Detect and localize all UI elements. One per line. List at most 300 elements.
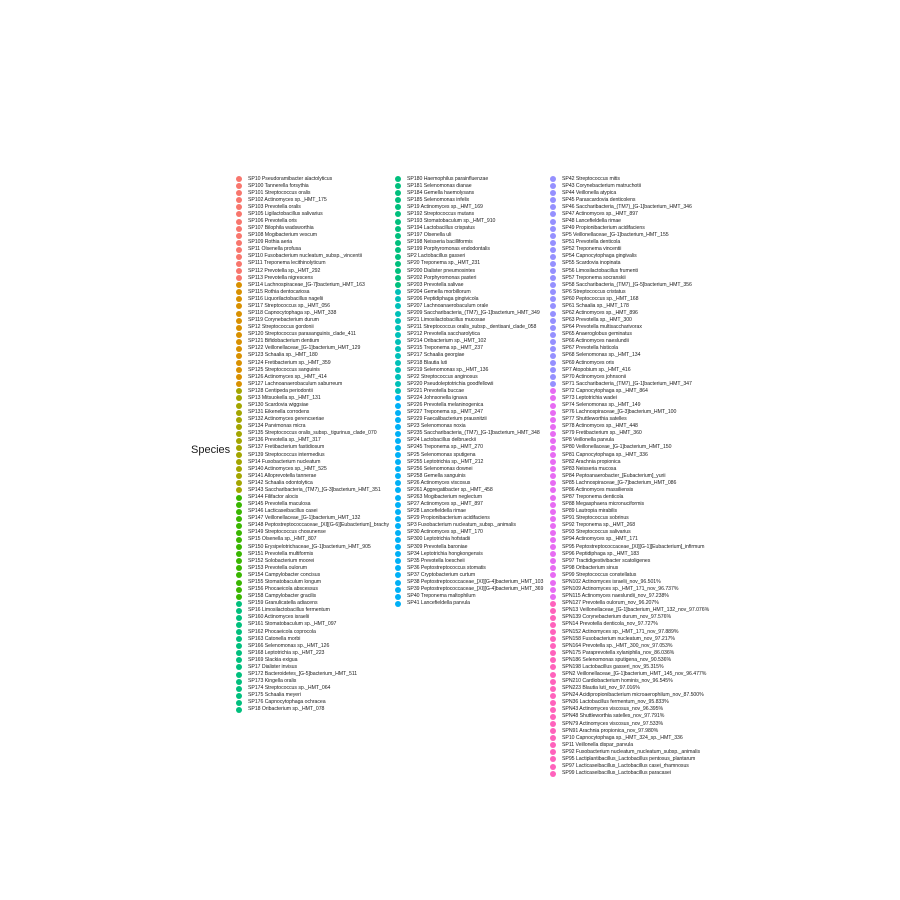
legend-label: SPN198 Lactobacillus gasseri_nov_95.315% [562, 663, 664, 670]
legend-key-dot [395, 268, 401, 274]
legend-label: SP77 Shuttleworthia satelles [562, 416, 627, 423]
legend-label: SP54 Capnocytophaga gingivalis [562, 253, 637, 260]
legend-label: SPN210 Cardiobacterium hominis_nov_96.545% [562, 678, 673, 685]
legend-key-dot [395, 480, 401, 486]
legend-key-dot [395, 211, 401, 217]
legend-label: SP161 Stomatobaculum sp._HMT_097 [248, 621, 337, 628]
legend-key-dot [236, 367, 242, 373]
legend-key-dot [395, 296, 401, 302]
legend-label: SP94 Actinomyces sp._HMT_171 [562, 536, 638, 543]
legend-label: SP22 Streptococcus anginosus [407, 373, 478, 380]
legend-label: SP199 Porphyromonas endodontalis [407, 246, 490, 253]
legend-label: SP214 Oribacterium sp._HMT_102 [407, 338, 487, 345]
legend-key-dot [236, 629, 242, 635]
legend-label: SP36 Peptostreptococcus stomatis [407, 564, 486, 571]
legend-key-dot [236, 572, 242, 578]
legend-key-dot [236, 339, 242, 345]
legend-label: SP174 Streptococcus sp._HMT_064 [248, 685, 331, 692]
legend-key-dot [236, 424, 242, 430]
legend-key-dot [236, 480, 242, 486]
legend-key-dot [395, 544, 401, 550]
legend-label: SP217 Schaalia georgiae [407, 352, 465, 359]
legend-label: SP45 Parascardovia denticolens [562, 196, 636, 203]
legend-label: SPN102 Actinomyces israelii_nov_96.501% [562, 578, 661, 585]
legend-key-dot [395, 325, 401, 331]
legend-key-dot [550, 749, 556, 755]
legend-label: SP97 Tractidigestivibacter scatoligenes [562, 557, 651, 564]
legend-key-dot [550, 643, 556, 649]
legend-label: SP5 Veillonellaceae_[G-1]bacterium_HMT_155 [562, 232, 669, 239]
legend-label: SPN152 Actinomyces sp._HMT_171_nov_97.889% [562, 628, 679, 635]
legend-label: SP100 Tannerella forsythia [248, 182, 309, 189]
legend-label: SP102 Actinomyces sp._HMT_175 [248, 196, 327, 203]
legend-label: SP256 Selenomonas downei [407, 465, 473, 472]
legend-key-dot [236, 466, 242, 472]
legend-key-dot [236, 233, 242, 239]
legend-key-dot [236, 282, 242, 288]
legend-label: SP10 Pseudoramibacter alactolyticus [248, 175, 333, 182]
legend-label: SP134 Parvimonas micra [248, 423, 306, 430]
legend-label: SP147 Veillonellaceae_[G-1]bacterium_HMT_132 [248, 515, 361, 522]
legend-label: SP95 Lactiplantibacillus_Lactobacillus pentosus_plantarum [562, 755, 696, 762]
legend-key-dot [236, 219, 242, 225]
legend-label: SP116 Liquorilactobacillus nagelii [248, 295, 324, 302]
legend-key-dot [550, 261, 556, 267]
legend-label: SP92 Treponema sp._HMT_268 [562, 522, 636, 529]
legend-label: SP212 Prevotella saccharolytica [407, 331, 480, 338]
legend-key-dot [395, 247, 401, 253]
legend-key-dot [550, 537, 556, 543]
legend-label: SP64 Prevotella multisaccharivorax [562, 324, 642, 331]
legend-label: SP26 Actinomyces viscosus [407, 479, 471, 486]
legend-key-dot [395, 303, 401, 309]
legend-key-dot [395, 176, 401, 182]
legend-label: SP119 Corynebacterium durum [248, 317, 319, 324]
legend-label: SP96 Peptidiphaga sp._HMT_183 [562, 550, 639, 557]
legend-key-dot [550, 452, 556, 458]
legend-label: SP40 Treponema maltophilum [407, 593, 476, 600]
legend-key-dot [236, 431, 242, 437]
legend-label: SP56 Limosilactobacillus frumenti [562, 267, 638, 274]
legend-label: SP43 Corynebacterium matruchotii [562, 182, 641, 189]
legend-key-dot [550, 197, 556, 203]
legend-key-dot [550, 233, 556, 239]
legend-key-dot [550, 530, 556, 536]
legend-key-dot [395, 275, 401, 281]
legend-label: SP93 Streptococcus salivarius [562, 529, 631, 536]
legend-key-dot [395, 594, 401, 600]
legend-label: SP263 Mogibacterium neglectum [407, 494, 482, 501]
legend-key-dot [236, 495, 242, 501]
legend-label: SP127 Lachnoanaerobaculum saburreum [248, 380, 343, 387]
legend-key-dot [550, 459, 556, 465]
legend-key-dot [395, 558, 401, 564]
legend-label: SP261 Aggregatibacter sp._HMT_458 [407, 486, 493, 493]
legend-key-dot [395, 360, 401, 366]
legend-label: SP78 Actinomyces sp._HMT_448 [562, 423, 638, 430]
legend-key-dot [550, 657, 556, 663]
legend-label: SP101 Streptococcus oralis [248, 189, 311, 196]
legend-key-dot [236, 261, 242, 267]
legend-label: SP149 Streptococcus chosunense [248, 529, 326, 536]
legend-label: SP142 Schaalia odontolytica [248, 479, 313, 486]
legend-key-dot [236, 664, 242, 670]
legend-key-dot [236, 452, 242, 458]
legend-key-dot [236, 325, 242, 331]
legend-label: SP180 Haemophilus parainfluenzae [407, 175, 489, 182]
legend-label: SP76 Lachnospiraceae_[G-3]bacterium_HMT_100 [562, 409, 677, 416]
legend-key-dot [550, 735, 556, 741]
legend-label: SP65 Anaeroglobus geminatus [562, 331, 632, 338]
legend-key-dot [395, 424, 401, 430]
legend-label: SP21 Limosilactobacillus mucosae [407, 317, 486, 324]
legend-label: SP204 Gemella morbillorum [407, 288, 471, 295]
legend-label: SP121 Bifidobacterium dentium [248, 338, 320, 345]
legend-label: SP175 Schaalia meyeri [248, 692, 301, 699]
legend-label: SP169 Slackia exigua [248, 656, 298, 663]
legend-key-dot [550, 353, 556, 359]
legend-label: SP6 Streptococcus cristatus [562, 288, 626, 295]
legend-label: SP68 Selenomonas sp._HMT_134 [562, 352, 641, 359]
legend-label: SP113 Prevotella nigrescens [248, 274, 313, 281]
legend-label: SP143 Saccharibacteria_(TM7)_[G-3]bacterium_HMT_351 [248, 486, 381, 493]
legend-label: SP35 Prevotella loescheii [407, 557, 465, 564]
legend-label: SP79 Fretibacterium sp._HMT_360 [562, 430, 642, 437]
legend-key-dot [395, 551, 401, 557]
legend-key-dot [236, 311, 242, 317]
legend-key-dot [395, 282, 401, 288]
legend-key-dot [550, 431, 556, 437]
legend-key-dot [550, 664, 556, 670]
legend-label: SP73 Leptotrichia wadei [562, 394, 617, 401]
legend-label: SP57 Treponema socranskii [562, 274, 626, 281]
legend-label: SP7 Atopobium sp._HMT_416 [562, 366, 631, 373]
legend-key-dot [236, 544, 242, 550]
legend-key-dot [550, 211, 556, 217]
legend-key-dot [236, 183, 242, 189]
legend-key-dot [236, 636, 242, 642]
legend-key-dot [236, 530, 242, 536]
legend-key-dot [395, 495, 401, 501]
legend-key-dot [236, 381, 242, 387]
legend-label: SP39 Peptostreptococcaceae_[XI][G-4]bacterium_HMT_369 [407, 586, 544, 593]
legend-label: SP80 Veillonellaceae_[G-1]bacterium_HMT_150 [562, 444, 672, 451]
legend-key-dot [395, 240, 401, 246]
legend-label: SP224 Johnsonella ignava [407, 394, 468, 401]
legend-key-dot [395, 388, 401, 394]
legend-label: SP211 Streptococcus oralis_subsp._dentisani_clade_058 [407, 324, 537, 331]
legend-key-dot [550, 700, 556, 706]
legend-label: SP218 Blautia luti [407, 359, 448, 366]
legend-key-dot [236, 686, 242, 692]
legend-key-dot [550, 268, 556, 274]
legend-label: SP221 Prevotella buccae [407, 387, 465, 394]
legend-label: SPN13 Veillonellaceae_[G-1]bacterium_HMT_132_nov_97.076% [562, 607, 710, 614]
legend-label: SP185 Selenomonas infelix [407, 196, 470, 203]
legend-key-dot [550, 403, 556, 409]
legend-label: SP99 Lacticaseibacillus_Lactobacillus paracasei [562, 770, 671, 777]
legend-key-dot [550, 523, 556, 529]
legend-label: SP10 Capnocytophaga sp._HMT_324_sp._HMT_336 [562, 734, 683, 741]
legend-key-dot [550, 764, 556, 770]
legend-key-dot [550, 275, 556, 281]
legend-key-dot [550, 587, 556, 593]
legend-key-dot [550, 282, 556, 288]
legend-label: SP227 Treponema sp._HMT_247 [407, 409, 483, 416]
legend-key-dot [236, 473, 242, 479]
legend-key-dot [550, 516, 556, 522]
legend-key-dot [236, 445, 242, 451]
legend-label: SP226 Prevotella melaninogenica [407, 402, 484, 408]
legend-key-dot [395, 410, 401, 416]
legend-label: SP115 Rothia dentocariosa [248, 288, 310, 295]
legend-title: Species [191, 444, 231, 456]
legend-key-dot [236, 565, 242, 571]
legend-key-dot [550, 381, 556, 387]
legend-key-dot [236, 601, 242, 607]
legend-key-dot [550, 714, 556, 720]
legend-label: SP151 Prevotella multiformis [248, 550, 314, 557]
legend-label: SP3 Fusobacterium nucleatum_subsp._animalis [407, 522, 516, 529]
legend-key-dot [550, 686, 556, 692]
legend-label: SPN175 Paraprevotella xylaniphila_nov_86.036% [562, 649, 675, 656]
legend-key-dot [236, 360, 242, 366]
legend-key-dot [236, 318, 242, 324]
legend-key-dot [395, 254, 401, 260]
legend-label: SP160 Actinomyces israelii [248, 614, 309, 621]
legend-key-dot [395, 353, 401, 359]
legend-key-dot [550, 247, 556, 253]
legend-label: SP128 Centipeda periodontii [248, 387, 313, 394]
legend-label: SPN48 Shuttleworthia satelles_nov_97.791% [562, 713, 665, 720]
legend-label: SPN36 Lactobacillus fermentum_nov_95.833% [562, 699, 669, 706]
legend-key-dot [236, 608, 242, 614]
legend-key-dot [236, 226, 242, 232]
legend-key-dot [395, 587, 401, 593]
legend-label: SP111 Treponema lecithinolyticum [248, 260, 326, 267]
legend-key-dot [550, 480, 556, 486]
legend-label: SP107 Bilophila wadsworthia [248, 225, 314, 232]
legend-label: SP84 Peptoanaerobacter_[Eubacterium]_yurii [562, 472, 666, 479]
legend-label: SP74 Selenomonas sp._HMT_149 [562, 402, 641, 408]
legend-key-dot [395, 261, 401, 267]
legend-key-dot [236, 502, 242, 508]
legend-key-dot [550, 318, 556, 324]
legend-label: SP126 Actinomyces sp._HMT_414 [248, 373, 327, 380]
legend-key-dot [395, 509, 401, 515]
legend-label: SP145 Prevotella maculosa [248, 501, 311, 508]
legend-key-dot [550, 254, 556, 260]
legend-label: SP184 Gemella haemolysans [407, 189, 475, 196]
legend-key-dot [550, 219, 556, 225]
legend-key-dot [395, 516, 401, 522]
legend-label: SP112 Prevotella sp._HMT_292 [248, 267, 321, 274]
legend-key-dot [395, 431, 401, 437]
legend-key-dot [236, 303, 242, 309]
legend-key-dot [550, 374, 556, 380]
legend-key-dot [550, 565, 556, 571]
legend-label: SPN79 Actinomyces viscosus_nov_97.533% [562, 720, 664, 727]
legend-label: SP58 Saccharibacteria_(TM7)_[G-5]bacterium_HMT_356 [562, 281, 692, 288]
legend-key-dot [395, 204, 401, 210]
legend-key-dot [395, 523, 401, 529]
legend-key-dot [236, 622, 242, 628]
legend-key-dot [550, 487, 556, 493]
legend-label: SP49 Propionibacterium acidifaciens [562, 225, 645, 232]
legend-key-dot [550, 240, 556, 246]
legend-key-dot [550, 650, 556, 656]
legend-key-dot [395, 346, 401, 352]
legend-label: SPN2 Veillonellaceae_[G-1]bacterium_HMT_145_nov_96.477% [562, 670, 707, 677]
legend-key-dot [236, 247, 242, 253]
legend-label: SP181 Selenomonas dianae [407, 182, 472, 189]
legend-key-dot [550, 629, 556, 635]
legend-label: SPN186 Selenomonas sputigena_nov_90.536% [562, 656, 672, 663]
legend-key-dot [550, 495, 556, 501]
legend-label: SP24 Lactobacillus delbrueckii [407, 437, 476, 444]
legend-key-dot [395, 417, 401, 423]
legend-label: SPN158 Fusobacterium nucleatum_nov_97.217% [562, 635, 675, 642]
legend-key-dot [395, 289, 401, 295]
legend-label: SP25 Selenomonas sputigena [407, 451, 476, 458]
legend-label: SP8 Veillonella parvula [562, 437, 614, 444]
legend-key-dot [550, 679, 556, 685]
legend-key-dot [550, 594, 556, 600]
legend-label: SP63 Prevotella sp._HMT_300 [562, 317, 632, 324]
legend-label: SP229 Faecalibacterium prausnitzii [407, 416, 487, 423]
legend-key-dot [550, 636, 556, 642]
legend-label: SP37 Cryptobacterium curtum [407, 571, 476, 578]
legend-label: SP46 Saccharibacteria_(TM7)_[G-1]bacterium_HMT_346 [562, 203, 692, 210]
legend-label: SP176 Capnocytophaga ochracea [248, 699, 326, 706]
legend-key-dot [236, 587, 242, 593]
legend-label: SP200 Dialister pneumosintes [407, 267, 476, 274]
legend-key-dot [236, 594, 242, 600]
legend-key-dot [550, 424, 556, 430]
legend-key-dot [236, 268, 242, 274]
legend-label: SP155 Stomatobaculum longum [248, 578, 322, 585]
legend-label: SP166 Selenomonas sp._HMT_126 [248, 642, 330, 649]
legend-label: SP41 Lancefieldella parvula [407, 600, 470, 607]
legend-label: SP207 Lachnoanaerobaculum orale [407, 302, 489, 309]
legend-label: SP197 Olsenella uli [407, 232, 452, 239]
legend-key-dot [236, 487, 242, 493]
legend-key-dot [550, 551, 556, 557]
legend-label: SP122 Veillonellaceae_[G-1]bacterium_HMT_129 [248, 345, 361, 352]
legend-label: SP99 Streptococcus constellatus [562, 571, 637, 578]
legend-key-dot [550, 742, 556, 748]
legend-label: SP29 Propionibacterium acidifaciens [407, 515, 490, 522]
legend-key-dot [395, 565, 401, 571]
legend-label: SP202 Porphyromonas pasteri [407, 274, 477, 281]
legend-key-dot [236, 197, 242, 203]
legend-key-dot [395, 459, 401, 465]
legend-key-dot [395, 233, 401, 239]
legend-key-dot [395, 197, 401, 203]
legend-label: SP120 Streptococcus parasanguinis_clade_411 [248, 331, 356, 338]
legend-label: SP192 Streptococcus mutans [407, 210, 475, 217]
legend-label: SP198 Neisseria bacilliformis [407, 239, 473, 246]
legend-key-dot [395, 374, 401, 380]
legend-label: SP27 Actinomyces sp._HMT_897 [407, 501, 483, 508]
legend-label: SP67 Prevotella histicola [562, 345, 619, 352]
legend-label: SP220 Pseudoleptotrichia goodfellowii [407, 380, 494, 387]
legend-label: SP91 Streptococcus sobrinus [562, 515, 629, 522]
legend-key-dot [236, 523, 242, 529]
legend-label: SP209 Saccharibacteria_(TM7)_[G-1]bacterium_HMT_349 [407, 309, 540, 316]
legend-key-dot [395, 190, 401, 196]
legend-key-dot [236, 657, 242, 663]
legend-label: SP51 Prevotella denticola [562, 239, 621, 246]
legend-key-dot [550, 410, 556, 416]
legend-key-dot [236, 558, 242, 564]
legend-key-dot [395, 537, 401, 543]
legend-label: SP235 Saccharibacteria_(TM7)_[G-1]bacterium_HMT_348 [407, 430, 540, 437]
legend-label: SP309 Prevotella baroniae [407, 543, 468, 550]
legend-key-dot [236, 672, 242, 678]
legend-label: SP148 Peptostreptococcaceae_[XI][G-6][Eubacterium]_brachy [248, 522, 390, 529]
legend-key-dot [236, 332, 242, 338]
legend-key-dot [550, 388, 556, 394]
legend-label: SP168 Leptotrichia sp._HMT_223 [248, 649, 325, 656]
legend-key-dot [236, 707, 242, 713]
legend-key-dot [550, 360, 556, 366]
legend-key-dot [236, 438, 242, 444]
legend-key-dot [395, 502, 401, 508]
legend-label: SP88 Megasphaera micronuciformis [562, 501, 645, 508]
legend-label: SP108 Mogibacterium vescum [248, 232, 318, 239]
legend-label: SP44 Veillonella atypica [562, 189, 617, 196]
legend-key-dot [550, 608, 556, 614]
legend-label: SP87 Treponema denticola [562, 494, 624, 501]
legend-label: SP144 Filifactor alocis [248, 494, 299, 501]
legend-key-dot [550, 601, 556, 607]
legend-key-dot [550, 544, 556, 550]
legend-label: SP258 Gemella sanguinis [407, 472, 466, 479]
legend-label: SP98 Oribacterium sinus [562, 564, 619, 571]
legend-label: SP130 Scardovia wiggsiae [248, 402, 309, 408]
legend-key-dot [395, 318, 401, 324]
legend-key-dot [395, 530, 401, 536]
legend-key-dot [550, 303, 556, 309]
legend-label: SP19 Actinomyces sp._HMT_169 [407, 203, 483, 210]
legend-key-dot [236, 176, 242, 182]
legend-label: SP154 Campylobacter concisus [248, 571, 321, 578]
legend-key-dot [236, 693, 242, 699]
legend-label: SP16 Limosilactobacillus fermentum [248, 607, 330, 614]
legend-label: SPN127 Prevotella oulorum_nov_96.207% [562, 600, 659, 607]
legend-label: SP159 Granulicatella adiacens [248, 600, 318, 607]
legend-label: SP163 Catonella morbi [248, 635, 301, 642]
legend-label: SP2 Lactobacillus gasseri [407, 253, 466, 260]
legend-label: SP140 Actinomyces sp._HMT_525 [248, 465, 327, 472]
legend-key-dot [550, 367, 556, 373]
legend-key-dot [236, 580, 242, 586]
legend-key-dot [550, 771, 556, 777]
legend-key-dot [550, 289, 556, 295]
legend-label: SP13 Mitsuokella sp._HMT_131 [248, 394, 321, 401]
legend-label: SP124 Fretibacterium sp._HMT_359 [248, 359, 331, 366]
legend-key-dot [236, 643, 242, 649]
legend-label: SP23 Selenomonas noxia [407, 423, 466, 430]
legend-label: SP18 Oribacterium sp._HMT_078 [248, 706, 325, 713]
legend-key-dot [550, 728, 556, 734]
legend-label: SP71 Saccharibacteria_(TM7)_[G-1]bacterium_HMT_347 [562, 380, 692, 387]
legend-key-dot [395, 367, 401, 373]
legend-label: SP14 Fusobacterium nucleatum [248, 458, 321, 465]
legend-key-dot [236, 254, 242, 260]
legend-key-dot [395, 332, 401, 338]
